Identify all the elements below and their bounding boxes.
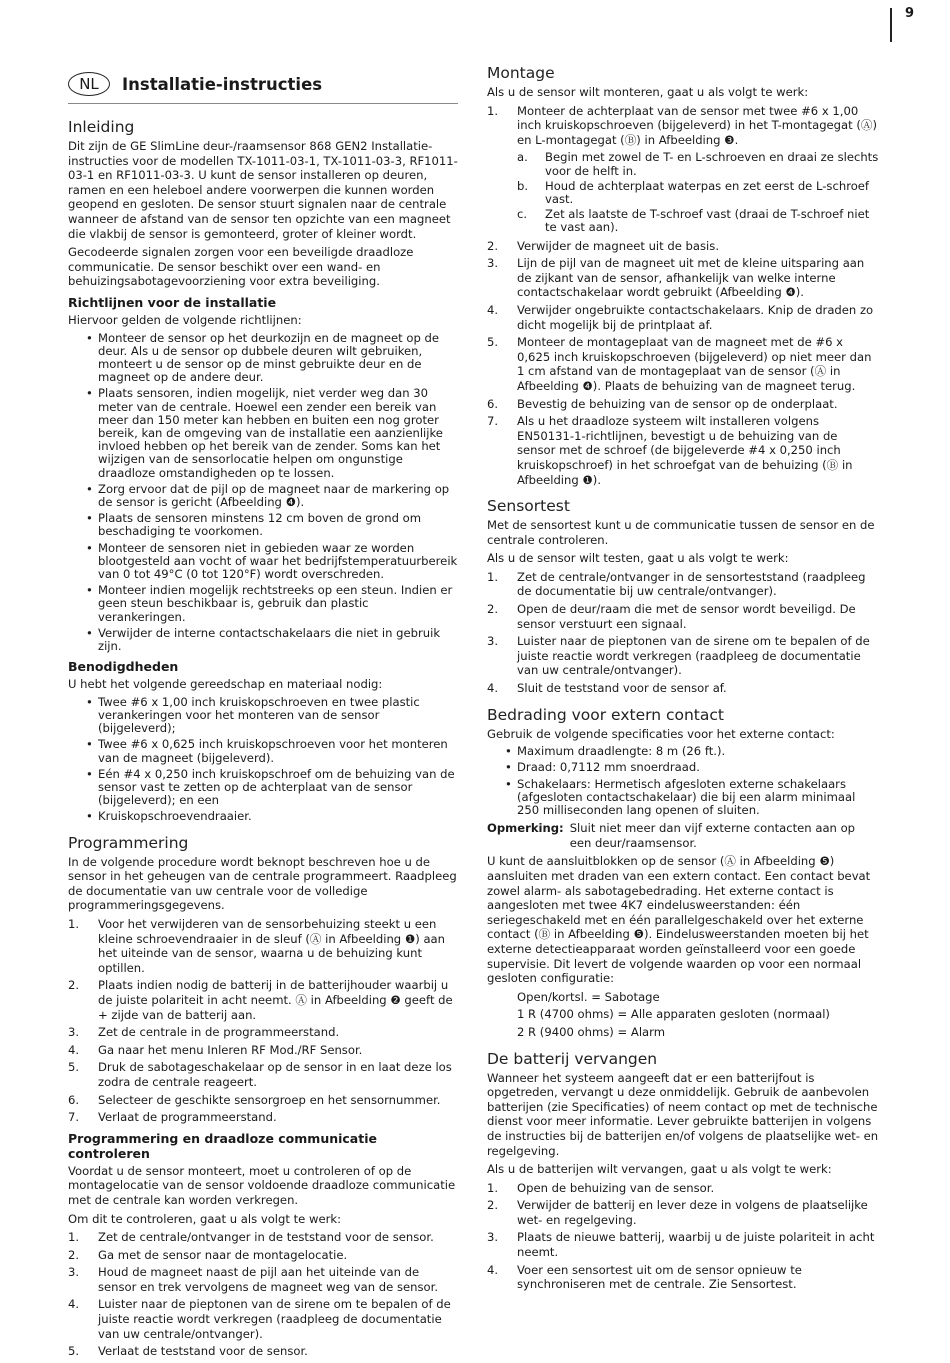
inleiding-paragraph-1: Dit zijn de GE SlimLine deur-/raamsensor 868 GEN2 Installatie-instructies voor de modellen TX-1011-03-1, TX-1011-03-3, RF1011-03-1 en RF1011-03-3. U kunt de sensor installeren op deuren, ramen en een heleboel andere voorwerpen die kunnen worden geopend en gesloten. De sensor stuurt signalen naar de centrale wanneer de afstand van de sensor ten opzichte van een magneet die vlakbij de sensor is gemonteerd, groter of kleiner wordt. [68,139,458,241]
batterij-heading: De batterij vervangen [487,1049,658,1068]
page-number: 9 [905,6,915,21]
list-item: • Zorg ervoor dat de pijl op de magneet naar de markering op de sensor is gericht (Afbeelding ❹). [86,481,450,509]
list-item: 2. Verwijder de magneet uit de basis. [487,238,720,253]
list-item: b. Houd de achterplaat waterpas en zet eerst de L-schroef vast. [517,178,870,206]
list-item: 6. Bevestig de behuizing van de sensor op de onderplaat. [487,396,838,411]
list-item: 4. Sluit de teststand voor de sensor af. [487,681,727,696]
list-item: 4. Voer een sensortest uit om de sensor opnieuw te synchroniseren met de centrale. Zie Sensortest. [487,1262,802,1292]
list-item: 4. Verwijder ongebruikte contactschakelaars. Knip de draden zo dicht mogelijk bij de printplaat af. [487,302,874,332]
inleiding-heading: Inleiding [68,118,135,136]
list-item: • Schakelaars: Hermetisch afgesloten externe schakelaars (afgesloten contactschakelaar) die bij een alarm minimaal 250 milliseconden lang openen of sluiten. [505,776,856,818]
list-item: • Twee #6 x 0,625 inch kruiskopschroeven voor het monteren van de magneet (bijgeleverd). [86,737,448,765]
list-item: • Verwijder de interne contactschakelaars die niet in gebruik zijn. [86,625,441,653]
benodigdheden-heading: Benodigdheden [68,659,179,675]
list-item: • Plaats sensoren, indien mogelijk, niet verder weg dan 30 meter van de centrale. Hoewel een zender een bereik van meer dan 150 meter kan hebben en buiten een nog groter bereik, kan de omgeving van de installatie een aanzienlijke invloed hebben op het bereik van de zender. Soms kan het wijzigen van de sensorlocatie helpen om ongunstige draadloze omstandigheden op te lossen. [86,386,443,480]
list-item: • Monteer de sensor op het deurkozijn en de magneet op de deur. Als u de sensor op dubbele deuren wilt gebruiken, monteert u de sensor op de minst gebruikte deur en de magneet op de andere deur. [86,330,439,385]
right-column [487,64,879,1296]
list-item: • Kruiskopschroevendraaier. [86,809,252,824]
bedrading-list [487,745,879,817]
list-item: 1. Zet de centrale/ontvanger in de teststand voor de sensor. [68,1230,434,1245]
list-item: 6. Selecteer de geschikte sensorgroep en het sensornummer. [68,1092,441,1107]
list-item: 3. Houd de magneet naast de pijl aan het uiteinde van de sensor en trek vervolgens de magneet weg van de sensor. [68,1265,439,1294]
list-item: 2. Ga met de sensor naar de montagelocatie. [68,1247,348,1262]
list-item: 2. Open de deur/raam die met de sensor wordt beveiligd. De sensor verstuurt een signaal. [487,602,856,631]
list-item: 1. Voor het verwijderen van de sensorbehuizing steekt u een kleine schroevendraaier in de sleuf (Ⓐ in Afbeelding ❶) aan het uiteinde van de sensor, waarna u de behuizing kunt optillen. [68,917,446,975]
montage-heading: Montage [487,64,555,82]
richtlijnen-intro: Hiervoor gelden de volgende richtlijnen: [68,312,302,327]
montage-intro: Als u de sensor wilt monteren, gaat u als volgt te werk: [487,85,809,99]
list-item: 7. Als u het draadloze systeem wilt installeren volgens EN50131-1-richtlijnen, bevestigt u de behuizing van de sensor met de schroef (de bijgeleverde #4 x 0,250 inch kruiskopschroef) in het schroefgat van de behuizing (Ⓑ in Afbeelding ❶). [487,414,853,487]
left-column [68,64,458,1363]
richtlijnen-list [68,332,458,654]
list-item: 5. Verlaat de teststand voor de sensor. [68,1344,308,1359]
list-item: • Eén #4 x 0,250 inch kruiskopschroef om de behuizing van de sensor vast te zetten op de achterplaat van de sensor (bijgeleverd); en een [86,766,455,808]
bedrading-heading: Bedrading voor extern contact [487,705,724,724]
list-item: 2. Plaats indien nodig de batterij in de batterijhouder waarbij u de juiste polariteit in acht neemt. Ⓐ in Afbeelding ❷ geeft de + zijde van de batterij aan. [68,978,453,1022]
benodigdheden-intro: U hebt het volgende gereedschap en materiaal nodig: [68,677,383,692]
list-item: 3. Lijn de pijl van de magneet uit met de kleine uitsparing aan de zijkant van de sensor, afhankelijk van welke interne contactschakelaar wordt gebruikt (Afbeelding ❹). [487,256,865,300]
controle-steps [68,1230,458,1359]
batterij-steps [487,1181,879,1292]
list-item: 5. Monteer de montageplaat van de magneet met de #6 x 0,625 inch kruiskopschroeven (bijgeleverd) op niet meer dan 1 cm afstand van de montageplaat van de sensor (Ⓐ in Afbeelding ❹). Plaats de behuizing van de magneet terug. [487,335,872,393]
sensortest-paragraph-1: Met de sensortest kunt u de communicatie tussen de sensor en de centrale controleren. [487,518,875,547]
list-item: 1. Zet de centrale/ontvanger in de sensorteststand (raadpleeg de documentatie bij uw centrale/ontvanger). [487,569,866,599]
montage-steps-continued [487,239,879,488]
config-line: 2 R (9400 ohms) = Alarm [517,1024,666,1039]
list-item: 4. Ga naar het menu Inleren RF Mod./RF Sensor. [68,1042,363,1057]
bedrading-note [487,821,879,850]
bedrading-intro: Gebruik de volgende specificaties voor het externe contact: [487,726,835,741]
controle-paragraph-1: Voordat u de sensor monteert, moet u controleren of op de montagelocatie van de sensor voldoende draadloze communicatie met de centrale kan worden verkregen. [68,1163,456,1207]
config-values [487,990,879,1040]
montage-substeps [487,151,879,234]
programmering-intro: In de volgende procedure wordt beknopt beschreven hoe u de sensor in het geheugen van de centrale programmeert. Raadpleeg de documentatie van uw centrale voor de volledige programmeringsgegevens. [68,854,457,913]
batterij-paragraph-2: Als u de batterijen wilt vervangen, gaat u als volgt te werk: [487,1162,832,1177]
montage-steps [487,104,879,148]
list-item: 1. Monteer de achterplaat van de sensor met twee #6 x 1,00 inch kruiskopschroeven (bijgeleverd) in het T-montagegat (Ⓐ) en L-montagegat (Ⓑ) in Afbeelding ❸. [487,103,878,147]
sensortest-paragraph-2: Als u de sensor wilt testen, gaat u als volgt te werk: [487,551,789,566]
list-item: • Plaats de sensoren minstens 12 cm boven de grond om beschadiging te voorkomen. [86,511,422,539]
programmering-steps [68,917,458,1125]
list-item: 3. Luister naar de pieptonen van de sirene om te bepalen of de juiste reactie wordt verkregen (raadpleeg de documentatie van uw centrale/ontvanger). [487,634,870,678]
list-item: 5. Druk de sabotageschakelaar op de sensor in en laat deze los zodra de centrale reageert. [68,1060,452,1089]
sensortest-heading: Sensortest [487,497,570,516]
language-header [68,72,458,104]
list-item: 2. Verwijder de batterij en lever deze in volgens de plaatselijke wet- en regelgeving. [487,1198,868,1227]
language-badge: NL [68,72,110,96]
bedrading-paragraph: U kunt de aansluitblokken op de sensor (Ⓐ in Afbeelding ❺) aansluiten met draden van een extern contact. Een contact bevat zowel alarm- als sabotagebedrading. Het externe contact is aangesloten met twee 4K7 eindelusweerstanden: één seriegeschakeld met en één parallelgeschakeld over het externe contact (Ⓑ in Afbeelding ❺). Eindelusweerstanden moeten bij het externe detectieapparaat worden geïnstalleerd voor een goede supervisie. Dit levert de volgende waarden op voor een normaal gesloten configuratie: [487,854,871,986]
page-title: Installatie-instructies [122,74,323,94]
note-text: Sluit niet meer dan vijf externe contacten aan op een deur/raamsensor. [569,821,856,850]
list-item: 3. Plaats de nieuwe batterij, waarbij u de juiste polariteit in acht neemt. [487,1230,875,1260]
list-item: 1. Open de behuizing van de sensor. [487,1180,715,1195]
list-item: • Draad: 0,7112 mm snoerdraad. [505,760,700,775]
controle-heading: Programmering en draadloze communicatie controleren [68,1130,377,1161]
controle-paragraph-2: Om dit te controleren, gaat u als volgt te werk: [68,1211,341,1226]
richtlijnen-heading: Richtlijnen voor de installatie [68,294,277,310]
list-item: • Maximum draadlengte: 8 m (26 ft.). [505,744,726,759]
list-item: 3. Zet de centrale in de programmeerstand. [68,1025,340,1040]
list-item: • Monteer de sensoren niet in gebieden waar ze worden blootgesteld aan vocht of waar het bedrijfstemperatuurbereik van 0 tot 49°C (0 tot 120°F) wordt overschreden. [86,540,458,581]
note-label: Opmerking: [487,821,564,836]
benodigdheden-list [68,696,458,824]
page-number-rule [890,8,892,42]
config-line: Open/kortsl. = Sabotage [517,989,660,1004]
config-line: 1 R (4700 ohms) = Alle apparaten gesloten (normaal) [517,1007,830,1022]
list-item: a. Begin met zowel de T- en L-schroeven en draai ze slechts voor de helft in. [517,150,879,178]
list-item: • Monteer indien mogelijk rechtstreeks op een steun. Indien er geen steun beschikbaar is, gebruik dan plastic verankeringen. [86,583,453,624]
list-item: 7. Verlaat de programmeerstand. [68,1110,277,1125]
programmering-heading: Programmering [68,833,189,852]
list-item: 4. Luister naar de pieptonen van de sirene om te bepalen of de juiste reactie wordt verkregen (raadpleeg de documentatie van uw centrale/ontvanger). [68,1297,451,1341]
list-item: • Twee #6 x 1,00 inch kruiskopschroeven en twee plastic verankeringen voor het monteren van de sensor (bijgeleverd); [86,694,420,736]
inleiding-paragraph-2: Gecodeerde signalen zorgen voor een beveiligde draadloze communicatie. De sensor beschikt over een wand- en behuizingsabotagevoorziening voor extra beveiliging. [68,245,414,289]
list-item: c. Zet als laatste de T-schroef vast (draai de T-schroef niet te vast aan). [517,207,870,235]
batterij-paragraph-1: Wanneer het systeem aangeeft dat er een batterijfout is opgetreden, vervangt u deze onmiddelijk. Gebruik de aanbevolen batterijen (zie Specificaties) of neem contact op met de technische dienst voor meer informatie. Lever gebruikte batterijen in volgens de instructies bij de batterijen en/of volgens de plaatselijke wet- en regelgeving. [487,1070,879,1158]
sensortest-steps [487,570,879,696]
